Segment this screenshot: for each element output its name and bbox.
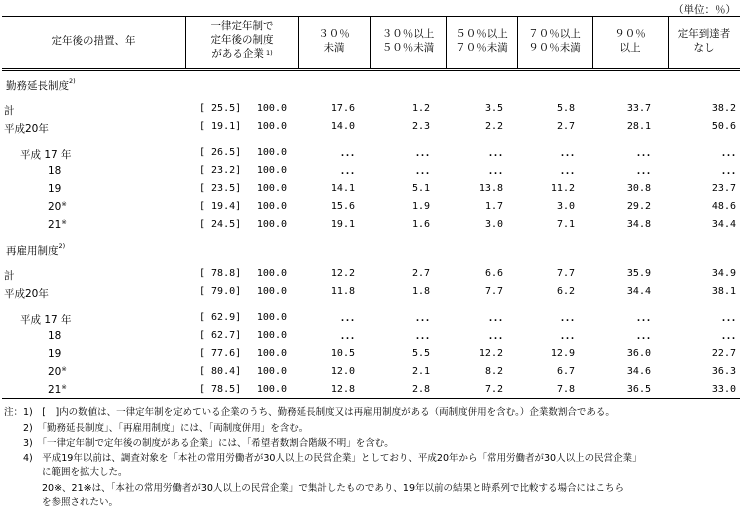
cell-value: ･･･ <box>721 316 736 327</box>
cell-value: 1.9 <box>411 201 430 212</box>
footnote-line: 注：1) [ ]内の数値は、一律定年制を定めている企業のうち、勤務延長制度又は再雇用制度がある（両制度併用を含む。）企業数割合である。 <box>4 407 615 418</box>
cell-value: ･･･ <box>560 316 575 327</box>
note-ref: ※ <box>61 365 67 373</box>
cell-value: 2.2 <box>484 121 503 132</box>
cell-value: 12.0 <box>330 366 355 377</box>
cell-value: ･･･ <box>340 334 355 345</box>
cell-value: 7.8 <box>556 384 575 395</box>
cell-value: 3.0 <box>556 201 575 212</box>
total-value: 100.0 <box>256 384 287 395</box>
cell-value: 34.6 <box>626 366 651 377</box>
cell-value: 34.8 <box>626 219 651 230</box>
cell-value: 48.6 <box>711 201 736 212</box>
cell-value: 2.1 <box>411 366 430 377</box>
cell-value: 38.2 <box>711 103 736 114</box>
cell-value: 3.0 <box>484 219 503 230</box>
cell-value: ･･･ <box>636 169 651 180</box>
cell-value: ･･･ <box>415 151 430 162</box>
cell-value: 7.2 <box>484 384 503 395</box>
total-value: 100.0 <box>256 268 287 279</box>
system-header: 一律定年制で 定年後の制度 がある企業 $^{1)}$ <box>210 20 274 60</box>
row-label: 19 <box>48 183 62 195</box>
cell-value: 36.3 <box>711 366 736 377</box>
total-value: 100.0 <box>256 312 287 323</box>
cell-value: ･･･ <box>636 316 651 327</box>
cell-value: 38.1 <box>711 286 736 297</box>
cell-value: ･･･ <box>560 169 575 180</box>
cell-value: 3.5 <box>484 103 503 114</box>
total-value: 100.0 <box>256 286 287 297</box>
cell-value: 7.7 <box>484 286 503 297</box>
section-title: 勤務延長制度$^{2)}$ <box>6 77 76 92</box>
cell-value: 5.8 <box>556 103 575 114</box>
cell-value: 5.5 <box>411 348 430 359</box>
row-label: 20※ <box>48 200 67 213</box>
row-label-header: 定年後の措置、年 <box>51 35 136 47</box>
bracket-value: [ 80.4] <box>199 366 242 377</box>
cell-value: 35.9 <box>626 268 651 279</box>
cell-value: 10.5 <box>330 348 355 359</box>
column-header: 定年到達者 なし <box>677 28 731 54</box>
cell-value: ･･･ <box>488 316 503 327</box>
bracket-value: [ 62.9] <box>199 312 242 323</box>
bracket-value: [ 62.7] <box>199 330 242 341</box>
cell-value: ･･･ <box>340 316 355 327</box>
cell-value: 6.6 <box>484 268 503 279</box>
bracket-value: [ 25.5] <box>199 103 242 114</box>
cell-value: ･･･ <box>636 151 651 162</box>
bracket-value: [ 24.5] <box>199 219 242 230</box>
bracket-value: [ 78.5] <box>199 384 242 395</box>
cell-value: 2.3 <box>411 121 430 132</box>
note-ref: ※ <box>61 383 67 391</box>
bracket-value: [ 79.0] <box>199 286 242 297</box>
note-ref: 1) <box>263 49 273 57</box>
cell-value: 23.7 <box>711 183 736 194</box>
cell-value: 2.7 <box>411 268 430 279</box>
cell-value: 30.8 <box>626 183 651 194</box>
cell-value: 29.2 <box>626 201 651 212</box>
cell-value: 22.7 <box>711 348 736 359</box>
unit-label: （単位：％） <box>673 4 736 16</box>
cell-value: ･･･ <box>560 334 575 345</box>
cell-value: ･･･ <box>415 334 430 345</box>
note-ref: 2) <box>58 242 66 250</box>
row-label: 平成20年 <box>4 288 49 300</box>
total-value: 100.0 <box>256 330 287 341</box>
bracket-value: [ 78.8] <box>199 268 242 279</box>
cell-value: 34.4 <box>626 286 651 297</box>
footnote-line: を参照されたい。 <box>4 497 119 508</box>
cell-value: 1.7 <box>484 201 503 212</box>
column-header: ３０％以上 ５０％未満 <box>381 28 435 54</box>
bracket-value: [ 23.5] <box>199 183 242 194</box>
row-label: 18 <box>48 165 62 177</box>
column-header: ７０％以上 ９０％未満 <box>528 28 581 54</box>
cell-value: ･･･ <box>415 169 430 180</box>
cell-value: 8.2 <box>484 366 503 377</box>
cell-value: ･･･ <box>721 151 736 162</box>
cell-value: 14.1 <box>330 183 355 194</box>
row-label: 平成20年 <box>4 123 49 135</box>
cell-value: 6.2 <box>556 286 575 297</box>
cell-value: 1.6 <box>411 219 430 230</box>
cell-value: 12.9 <box>550 348 575 359</box>
cell-value: ･･･ <box>721 169 736 180</box>
footnote-line: 20※、21※は、「本社の常用労働者が30人以上の民営企業」で集計したものであり、19年以前の結果と時系列で比較する場合にはこちら <box>4 483 625 494</box>
cell-value: 12.2 <box>330 268 355 279</box>
cell-value: 14.0 <box>330 121 355 132</box>
row-label: 20※ <box>48 365 67 378</box>
cell-value: 28.1 <box>626 121 651 132</box>
cell-value: 34.9 <box>711 268 736 279</box>
cell-value: 15.6 <box>330 201 355 212</box>
cell-value: 7.1 <box>556 219 575 230</box>
total-value: 100.0 <box>256 366 287 377</box>
total-value: 100.0 <box>256 348 287 359</box>
bracket-value: [ 77.6] <box>199 348 242 359</box>
cell-value: 33.7 <box>626 103 651 114</box>
cell-value: 1.8 <box>411 286 430 297</box>
row-label: 21※ <box>48 383 67 396</box>
total-value: 100.0 <box>256 183 287 194</box>
total-value: 100.0 <box>256 219 287 230</box>
header-bottom-rule <box>2 68 740 71</box>
cell-value: 5.1 <box>411 183 430 194</box>
cell-value: ･･･ <box>488 334 503 345</box>
bracket-value: [ 19.4] <box>199 201 242 212</box>
total-value: 100.0 <box>256 103 287 114</box>
cell-value: 12.2 <box>478 348 503 359</box>
cell-value: ･･･ <box>340 169 355 180</box>
note-ref: ※ <box>61 200 67 208</box>
column-header: ３０％ 未満 <box>318 28 350 54</box>
header-top-rule <box>2 16 740 17</box>
cell-value: 34.4 <box>711 219 736 230</box>
cell-value: 1.2 <box>411 103 430 114</box>
cell-value: 19.1 <box>330 219 355 230</box>
cell-value: ･･･ <box>721 334 736 345</box>
cell-value: 36.0 <box>626 348 651 359</box>
cell-value: 12.8 <box>330 384 355 395</box>
cell-value: ･･･ <box>636 334 651 345</box>
cell-value: ･･･ <box>415 316 430 327</box>
table-bottom-rule <box>2 398 740 399</box>
row-label: 21※ <box>48 218 67 231</box>
row-label: 19 <box>48 348 62 360</box>
cell-value: 7.7 <box>556 268 575 279</box>
cell-value: 33.0 <box>711 384 736 395</box>
note-ref: 2) <box>69 77 76 85</box>
cell-value: 11.8 <box>330 286 355 297</box>
cell-value: 36.5 <box>626 384 651 395</box>
bracket-value: [ 26.5] <box>199 147 242 158</box>
total-value: 100.0 <box>256 147 287 158</box>
cell-value: 2.8 <box>411 384 430 395</box>
cell-value: ･･･ <box>560 151 575 162</box>
cell-value: 50.6 <box>711 121 736 132</box>
section-title: 再雇用制度$^{2)}$ <box>6 242 66 257</box>
total-value: 100.0 <box>256 121 287 132</box>
row-label: 平成 17 年 <box>20 149 72 161</box>
row-label: 18 <box>48 330 62 342</box>
row-label: 計 <box>4 105 15 117</box>
total-value: 100.0 <box>256 165 287 176</box>
cell-value: ･･･ <box>488 151 503 162</box>
row-label: 平成 17 年 <box>20 314 72 326</box>
footnote-line: 2) 「勤務延長制度」、「再雇用制度」には、「両制度併用」を含む。 <box>4 423 309 434</box>
footnote-line: 3) 「一律定年制で定年後の制度がある企業」には、「希望者数割合階級不明」を含む。 <box>4 438 394 449</box>
cell-value: 13.8 <box>478 183 503 194</box>
bracket-value: [ 19.1] <box>199 121 242 132</box>
column-header: ５０％以上 ７０％未満 <box>455 28 508 54</box>
cell-value: 6.7 <box>556 366 575 377</box>
total-value: 100.0 <box>256 201 287 212</box>
cell-value: 11.2 <box>550 183 575 194</box>
row-label: 計 <box>4 270 15 282</box>
note-ref: ※ <box>61 218 67 226</box>
cell-value: ･･･ <box>340 151 355 162</box>
column-header: ９０％ 以上 <box>614 28 646 54</box>
cell-value: 2.7 <box>556 121 575 132</box>
footnote-line: 4) 平成19年以前は、調査対象を「本社の常用労働者が30人以上の民営企業」としており、平成20年から「常用労働者が30人以上の民営企業」 <box>4 453 642 464</box>
bracket-value: [ 23.2] <box>199 165 242 176</box>
cell-value: ･･･ <box>488 169 503 180</box>
footnote-line: に範囲を拡大した。 <box>4 467 128 478</box>
cell-value: 17.6 <box>330 103 355 114</box>
